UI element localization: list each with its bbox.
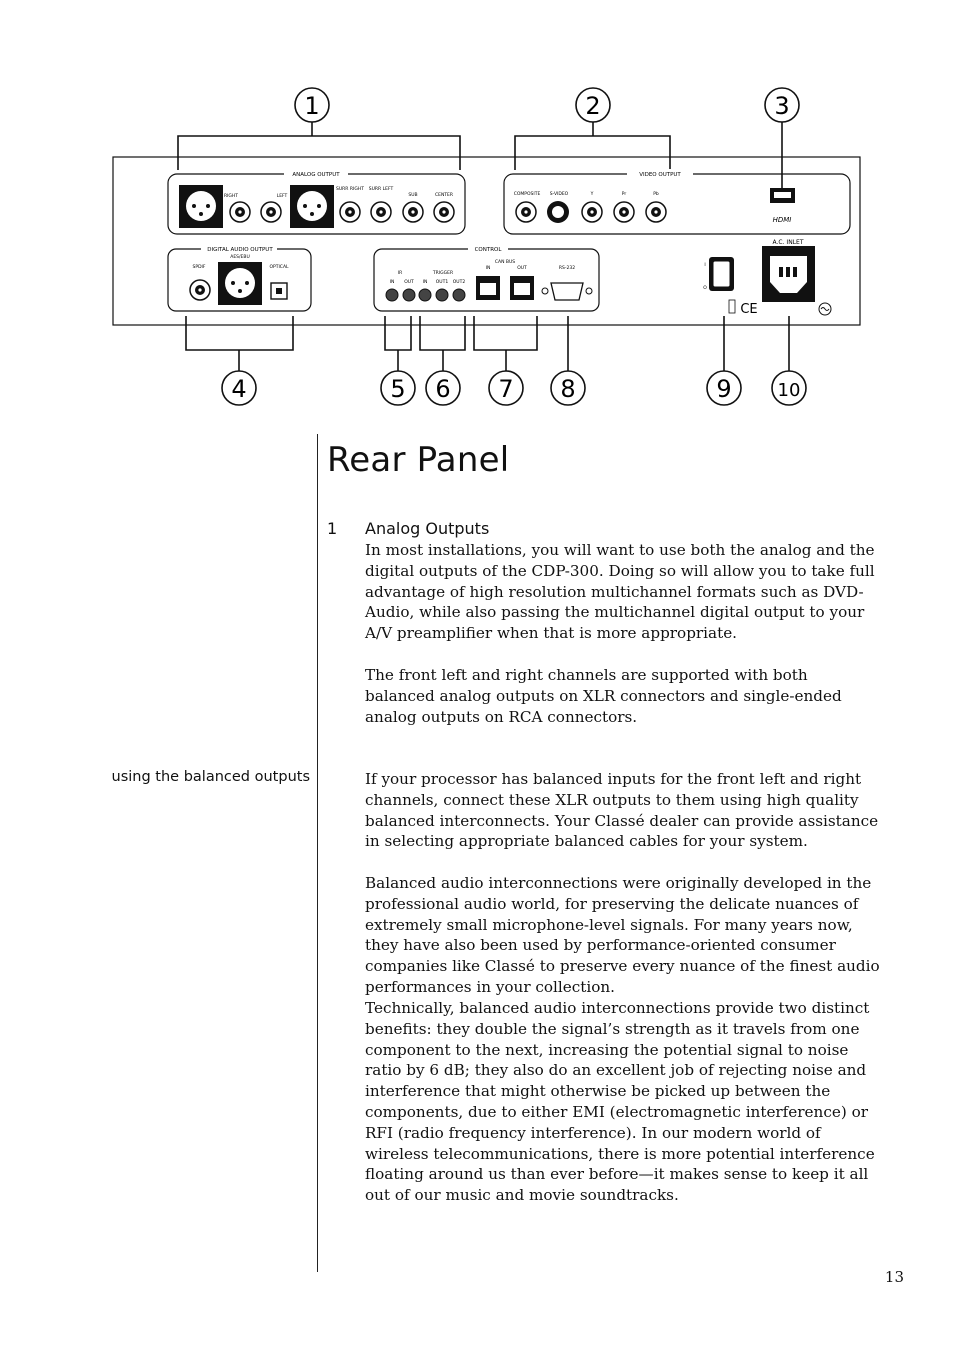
svg-text:5: 5 — [390, 375, 406, 403]
callout-3 — [765, 88, 799, 122]
svg-text:A.C. INLET: A.C. INLET — [772, 239, 804, 246]
svg-text:DIGITAL AUDIO OUTPUT: DIGITAL AUDIO OUTPUT — [207, 247, 273, 253]
svg-text:SURR LEFT: SURR LEFT — [368, 187, 394, 192]
svg-text:OUT: OUT — [517, 266, 527, 271]
svg-text:6: 6 — [435, 375, 451, 403]
callout-4 — [222, 371, 256, 405]
svg-text:4: 4 — [231, 375, 247, 403]
svg-text:IN: IN — [485, 266, 491, 271]
callout-5 — [381, 371, 415, 405]
rear-panel-diagram — [0, 0, 954, 420]
section-number: 1 — [327, 519, 338, 538]
paragraph-5: Technically, balanced audio interconnections provide two distinct benefits: they double the signal’s strength as it travels from one component to the next, increasing the potential signal to noise ratio by 6 dB; they also do an excellent job of rejecting noise and interference that might otherwise be picked up between the components, due to either EMI (electromagnetic interference) or RFI (radio frequency interference). In our modern world of wireless telecommunications, there is more potential interference floating around us than ever before—it makes sense to keep it all out of our music and movie soundtracks. — [365, 999, 875, 1205]
paragraph-1: In most installations, you will want to use both the analog and the digital outputs of the CDP-300. Doing so will allow you to take full advantage of high resolution multichannel formats such as DVD-Audio, while also passing the multichannel digital output to your A/V preamplifier when that is more appropriate. — [365, 541, 875, 643]
svg-text:O: O — [703, 286, 707, 291]
svg-text:CE: CE — [740, 302, 758, 317]
svg-text:ANALOG OUTPUT: ANALOG OUTPUT — [292, 172, 340, 178]
svg-text:2: 2 — [585, 92, 601, 120]
svg-text:IR: IR — [397, 271, 403, 276]
svg-text:3: 3 — [774, 92, 790, 120]
svg-text:TRIGGER: TRIGGER — [432, 271, 454, 276]
callout-6 — [426, 371, 460, 405]
svg-text:AES/EBU: AES/EBU — [230, 255, 250, 260]
paragraph-3: If your processor has balanced inputs for the front left and right channels, connect these XLR outputs to them using high quality balanced interconnects. Your Classé dealer can provide assistance in selecting appropriate balanced cables for your system. — [365, 770, 879, 851]
page-title: Rear Panel — [327, 440, 510, 480]
bracket-trigger — [420, 316, 465, 371]
page-number: 13 — [884, 1268, 904, 1286]
svg-text:SPDIF: SPDIF — [192, 265, 206, 270]
svg-text:CENTER: CENTER — [434, 193, 454, 198]
digital-audio-output-panel — [168, 244, 311, 311]
svg-text:OPTICAL: OPTICAL — [269, 265, 289, 270]
callout-9 — [707, 371, 741, 405]
svg-text:CONTROL: CONTROL — [474, 247, 502, 253]
callout-2 — [576, 88, 610, 122]
section-heading: Analog Outputs — [365, 519, 490, 538]
callout-10 — [772, 371, 806, 405]
paragraph-4: Balanced audio interconnections were originally developed in the professional audio world, for preserving the delicate nuances of extremely small microphone-level signals. For many years now, they have also been used by performance-oriented consumer companies like Classé to preserve every nuance of the finest audio performances in your collection. — [365, 874, 880, 996]
svg-text:CAN BUS: CAN BUS — [494, 260, 516, 265]
svg-text:Y: Y — [590, 192, 594, 197]
svg-text:OUT: OUT — [404, 280, 414, 285]
svg-text:VIDEO OUTPUT: VIDEO OUTPUT — [639, 172, 681, 178]
video-output-panel — [504, 169, 850, 234]
bracket-digital — [186, 316, 293, 371]
paragraph-2: The front left and right channels are supported with both balanced analog outputs on XLR connectors and single-ended analog outputs on RCA connectors. — [365, 666, 842, 726]
svg-text:7: 7 — [498, 375, 514, 403]
svg-text:IN: IN — [389, 280, 395, 285]
svg-text:SURR RIGHT: SURR RIGHT — [336, 187, 364, 192]
svg-text:1: 1 — [304, 92, 320, 120]
bracket-video — [515, 122, 670, 170]
power-switch — [703, 257, 734, 291]
analog-output-panel — [168, 169, 465, 234]
bracket-ir — [385, 316, 411, 371]
svg-text:8: 8 — [560, 375, 576, 403]
svg-text:S-VIDEO: S-VIDEO — [549, 192, 569, 197]
margin-rule — [317, 434, 318, 1272]
callout-1 — [295, 88, 329, 122]
control-panel — [374, 244, 599, 311]
ce-mark — [729, 300, 758, 317]
bracket-analog — [178, 122, 460, 170]
ac-inlet — [762, 239, 831, 315]
bracket-canbus — [474, 316, 537, 371]
svg-text:I: I — [704, 263, 706, 268]
side-heading: using the balanced outputs — [111, 769, 310, 785]
svg-text:RS-232: RS-232 — [558, 266, 576, 271]
svg-text:Pb: Pb — [653, 192, 659, 197]
svg-text:SUB: SUB — [408, 193, 418, 198]
svg-text:OUT1: OUT1 — [435, 280, 449, 285]
svg-text:LEFT: LEFT — [276, 194, 288, 199]
callout-8 — [551, 371, 585, 405]
svg-text:RIGHT: RIGHT — [223, 194, 239, 199]
svg-text:OUT2: OUT2 — [452, 280, 466, 285]
svg-text:Pr: Pr — [621, 192, 627, 197]
svg-text:10: 10 — [777, 380, 801, 401]
svg-text:IN: IN — [422, 280, 428, 285]
svg-text:HDMI: HDMI — [772, 216, 792, 224]
svg-text:9: 9 — [716, 375, 732, 403]
callout-7 — [489, 371, 523, 405]
svg-text:COMPOSITE: COMPOSITE — [513, 192, 541, 197]
